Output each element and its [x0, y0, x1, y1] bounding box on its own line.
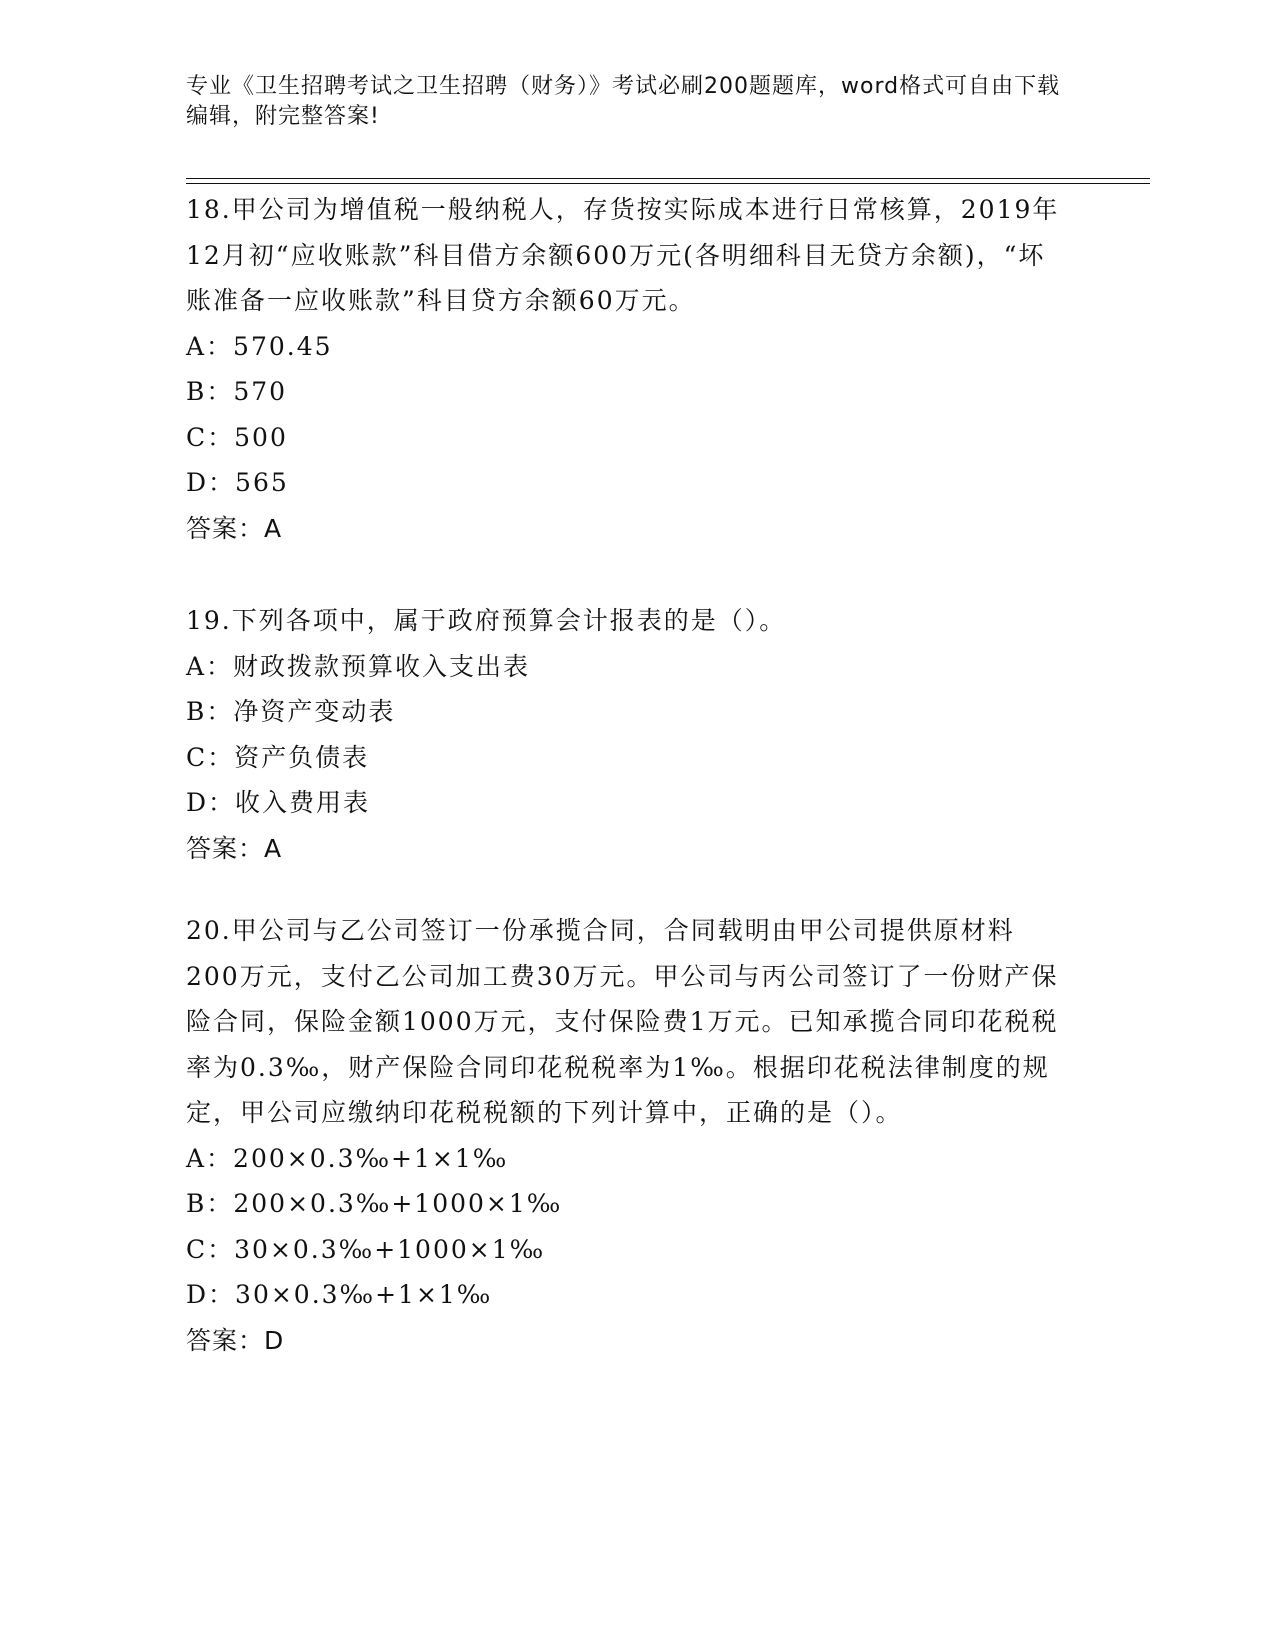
option-b: B：200×0.3‰+1000×1‰ — [186, 1189, 563, 1218]
option-c: C：30×0.3‰+1000×1‰ — [186, 1234, 546, 1264]
option-d: D：30×0.3‰+1×1‰ — [186, 1280, 493, 1309]
option-d: D：收入费用表 — [186, 788, 371, 817]
question-stem: 18.甲公司为增值税一般纳税人，存货按实际成本进行日常核算，2019年12月初“应收账款”科目借方余额600万元(各明细科目无贷方余额)，“坏账准备一应收账款”科目贷方余额60万元。 — [186, 195, 1060, 315]
question-stem: 19.下列各项中，属于政府预算会计报表的是（）。 — [186, 606, 787, 635]
header-divider-top — [186, 178, 1150, 179]
option-a: A：570.45 — [186, 331, 333, 361]
option-b: B：570 — [186, 377, 288, 406]
answer-line: 答案：A — [186, 833, 283, 863]
answer-line: 答案：D — [186, 1325, 285, 1355]
question-stem: 20.甲公司与乙公司签订一份承揽合同，合同载明由甲公司提供原材料200万元，支付乙公司加工费30万元。甲公司与丙公司签订了一份财产保险合同，保险金额1000万元，支付保险费1万元。已知承揽合同印花税税率为0.3‰，财产保险合同印花税税率为1‰。根据印花税法律制度的规定，甲公司应缴纳印花税税额的下列计算中，正确的是（）。 — [186, 916, 1059, 1127]
option-b: B：净资产变动表 — [186, 697, 396, 726]
question-18 — [186, 187, 1066, 551]
document-header: 专业《卫生招聘考试之卫生招聘（财务）》考试必刷200题题库，word格式可自由下载编辑，附完整答案! — [186, 74, 1061, 129]
question-19 — [186, 598, 1066, 871]
option-c: C：资产负债表 — [186, 742, 370, 772]
option-a: A：200×0.3‰+1×1‰ — [186, 1143, 509, 1173]
option-c: C：500 — [186, 422, 288, 452]
question-20 — [186, 908, 1066, 1363]
header-divider-bottom — [186, 183, 1150, 184]
option-d: D：565 — [186, 468, 289, 497]
answer-line: 答案：A — [186, 513, 283, 543]
option-a: A：财政拨款预算收入支出表 — [186, 651, 531, 681]
